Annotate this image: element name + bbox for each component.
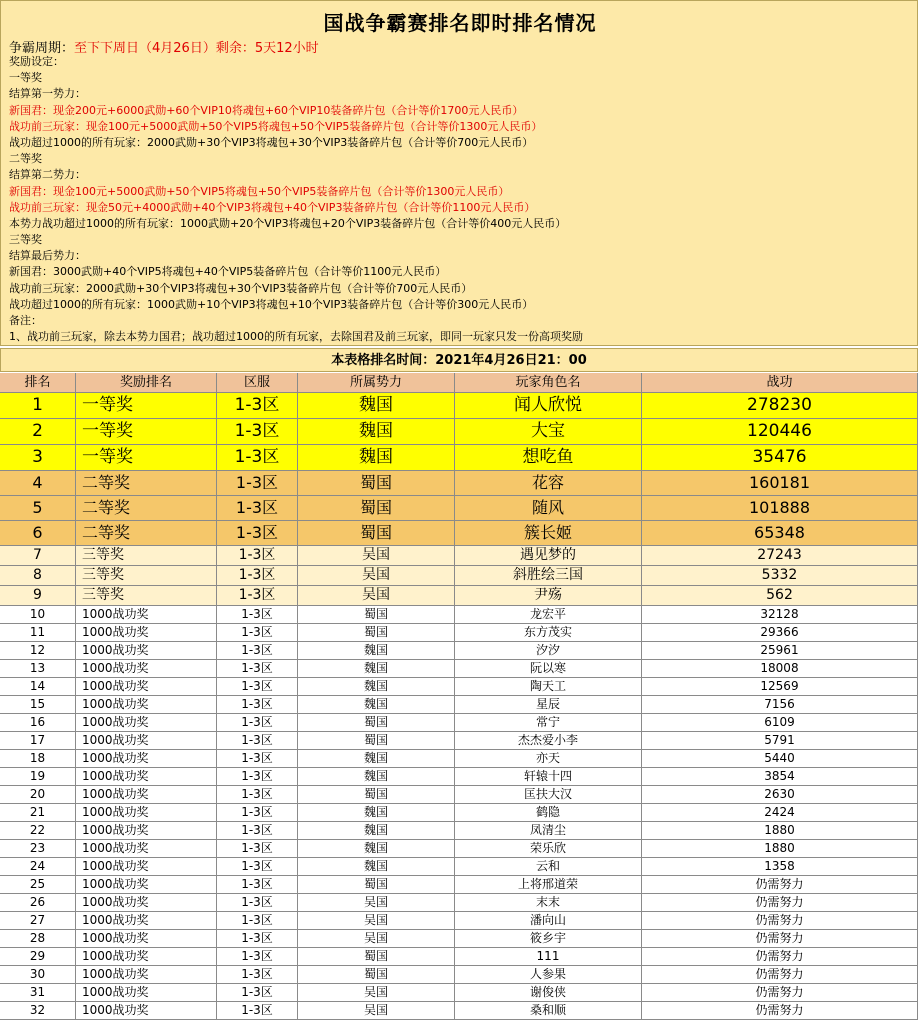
faction-cell: 魏国 (298, 858, 455, 875)
award-cell: 1000战功奖 (76, 894, 217, 911)
faction-cell: 魏国 (298, 822, 455, 839)
table-row (0, 642, 918, 660)
server-cell: 1-3区 (217, 1002, 298, 1019)
player-name-cell: 111 (455, 948, 642, 965)
award-cell: 1000战功奖 (76, 966, 217, 983)
server-cell: 1-3区 (217, 445, 298, 470)
table-row (0, 930, 918, 948)
faction-cell: 蜀国 (298, 948, 455, 965)
award-cell: 1000战功奖 (76, 714, 217, 731)
merit-cell: 65348 (642, 521, 918, 545)
rank-cell: 30 (0, 966, 76, 983)
award-cell: 1000战功奖 (76, 750, 217, 767)
award-cell: 一等奖 (76, 393, 217, 418)
award-cell: 1000战功奖 (76, 624, 217, 641)
table-row (0, 566, 918, 586)
faction-cell: 吴国 (298, 930, 455, 947)
player-name-cell: 亦天 (455, 750, 642, 767)
table-row (0, 660, 918, 678)
server-cell: 1-3区 (217, 521, 298, 545)
rule-line: 结算第一势力： (9, 87, 86, 101)
faction-cell: 魏国 (298, 660, 455, 677)
server-cell: 1-3区 (217, 642, 298, 659)
award-cell: 1000战功奖 (76, 858, 217, 875)
server-cell: 1-3区 (217, 419, 298, 444)
rules-panel (0, 0, 918, 346)
table-row (0, 714, 918, 732)
table-row (0, 521, 918, 546)
faction-cell: 吴国 (298, 912, 455, 929)
player-name-cell: 凤清尘 (455, 822, 642, 839)
server-cell: 1-3区 (217, 750, 298, 767)
award-cell: 三等奖 (76, 546, 217, 565)
rules-text (9, 54, 914, 345)
faction-cell: 魏国 (298, 419, 455, 444)
rule-line: 新国君：3000武勋+40个VIP5将魂包+40个VIP5装备碎片包（合计等价1100元人民币） (9, 265, 447, 279)
merit-cell: 1880 (642, 840, 918, 857)
merit-cell: 3854 (642, 768, 918, 785)
player-name-cell: 阮以寒 (455, 660, 642, 677)
server-cell: 1-3区 (217, 471, 298, 495)
server-cell: 1-3区 (217, 586, 298, 605)
player-name-cell: 随风 (455, 496, 642, 520)
award-cell: 1000战功奖 (76, 984, 217, 1001)
player-name-cell: 大宝 (455, 419, 642, 444)
rule-line: 战功前三玩家：现金50元+4000武勋+40个VIP3将魂包+40个VIP3装备碎片包（合计等价1100元人民币） (9, 200, 536, 214)
faction-cell: 蜀国 (298, 496, 455, 520)
faction-cell: 蜀国 (298, 606, 455, 623)
table-row (0, 419, 918, 445)
rank-cell: 21 (0, 804, 76, 821)
rule-line: 新国君：现金100元+5000武勋+50个VIP5将魂包+50个VIP5装备碎片包（合计等价1300元人民币） (9, 184, 510, 198)
merit-cell: 27243 (642, 546, 918, 565)
merit-cell: 25961 (642, 642, 918, 659)
table-row (0, 696, 918, 714)
server-cell: 1-3区 (217, 786, 298, 803)
merit-cell: 160181 (642, 471, 918, 495)
rule-line: 奖励设定： (9, 55, 64, 68)
rank-cell: 28 (0, 930, 76, 947)
table-row (0, 822, 918, 840)
server-cell: 1-3区 (217, 732, 298, 749)
player-name-cell: 潘向山 (455, 912, 642, 929)
player-name-cell: 尹殇 (455, 586, 642, 605)
rank-cell: 17 (0, 732, 76, 749)
rank-cell: 15 (0, 696, 76, 713)
rank-cell: 8 (0, 566, 76, 585)
table-row (0, 1002, 918, 1020)
award-cell: 一等奖 (76, 419, 217, 444)
player-name-cell: 汐汐 (455, 642, 642, 659)
table-row (0, 606, 918, 624)
server-cell: 1-3区 (217, 894, 298, 911)
merit-cell: 6109 (642, 714, 918, 731)
award-cell: 一等奖 (76, 445, 217, 470)
table-row (0, 966, 918, 984)
merit-cell: 5791 (642, 732, 918, 749)
server-cell: 1-3区 (217, 606, 298, 623)
server-cell: 1-3区 (217, 984, 298, 1001)
faction-cell: 魏国 (298, 804, 455, 821)
faction-cell: 蜀国 (298, 714, 455, 731)
award-cell: 1000战功奖 (76, 660, 217, 677)
rank-cell: 22 (0, 822, 76, 839)
rank-cell: 7 (0, 546, 76, 565)
table-row (0, 624, 918, 642)
faction-cell: 吴国 (298, 894, 455, 911)
server-cell: 1-3区 (217, 858, 298, 875)
table-row (0, 546, 918, 566)
server-cell: 1-3区 (217, 546, 298, 565)
faction-cell: 蜀国 (298, 624, 455, 641)
rank-cell: 18 (0, 750, 76, 767)
server-cell: 1-3区 (217, 822, 298, 839)
faction-cell: 魏国 (298, 750, 455, 767)
period-label: 争霸周期： (9, 41, 75, 56)
faction-cell: 魏国 (298, 696, 455, 713)
faction-cell: 蜀国 (298, 876, 455, 893)
player-name-cell: 遇见梦的 (455, 546, 642, 565)
server-cell: 1-3区 (217, 678, 298, 695)
server-cell: 1-3区 (217, 948, 298, 965)
server-cell: 1-3区 (217, 930, 298, 947)
award-cell: 1000战功奖 (76, 696, 217, 713)
award-cell: 二等奖 (76, 496, 217, 520)
server-cell: 1-3区 (217, 912, 298, 929)
award-cell: 二等奖 (76, 471, 217, 495)
merit-cell: 12569 (642, 678, 918, 695)
player-name-cell: 陶天工 (455, 678, 642, 695)
rule-line: 三等奖 (9, 233, 42, 247)
player-name-cell: 杰杰爱小李 (455, 732, 642, 749)
merit-cell: 仍需努力 (642, 1002, 918, 1019)
table-body (0, 393, 918, 1020)
award-cell: 1000战功奖 (76, 930, 217, 947)
rule-line: 结算第二势力： (9, 168, 86, 182)
rule-line: 战功前三玩家：现金100元+5000武勋+50个VIP5将魂包+50个VIP5装备碎片包（合计等价1300元人民币） (9, 119, 543, 133)
rank-cell: 14 (0, 678, 76, 695)
player-name-cell: 人参果 (455, 966, 642, 983)
player-name-cell: 末末 (455, 894, 642, 911)
faction-cell: 吴国 (298, 546, 455, 565)
rule-line: 战功超过1000的所有玩家：2000武勋+30个VIP3将魂包+30个VIP3装备碎片包（合计等价700元人民币） (9, 135, 534, 149)
award-cell: 1000战功奖 (76, 768, 217, 785)
award-cell: 1000战功奖 (76, 732, 217, 749)
rule-line: 备注： (9, 314, 42, 327)
rank-cell: 3 (0, 445, 76, 470)
award-cell: 1000战功奖 (76, 804, 217, 821)
player-name-cell: 荣乐欣 (455, 840, 642, 857)
server-cell: 1-3区 (217, 660, 298, 677)
faction-cell: 吴国 (298, 566, 455, 585)
table-row (0, 496, 918, 521)
table-row (0, 786, 918, 804)
table-row (0, 586, 918, 606)
player-name-cell: 想吃鱼 (455, 445, 642, 470)
merit-cell: 仍需努力 (642, 894, 918, 911)
page-title: 国战争霸赛排名即时排名情况 (323, 11, 597, 35)
faction-cell: 魏国 (298, 768, 455, 785)
merit-cell: 18008 (642, 660, 918, 677)
merit-cell: 278230 (642, 393, 918, 418)
server-cell: 1-3区 (217, 393, 298, 418)
col-header-merit: 战功 (642, 373, 918, 392)
table-row (0, 393, 918, 419)
merit-cell: 1880 (642, 822, 918, 839)
table-row (0, 445, 918, 471)
rank-cell: 29 (0, 948, 76, 965)
player-name-cell: 轩辕十四 (455, 768, 642, 785)
merit-cell: 2630 (642, 786, 918, 803)
rank-cell: 6 (0, 521, 76, 545)
player-name-cell: 闻人欣悦 (455, 393, 642, 418)
rank-cell: 19 (0, 768, 76, 785)
player-name-cell: 筱乡宇 (455, 930, 642, 947)
rank-cell: 13 (0, 660, 76, 677)
award-cell: 1000战功奖 (76, 786, 217, 803)
rank-cell: 5 (0, 496, 76, 520)
rank-cell: 4 (0, 471, 76, 495)
table-row (0, 732, 918, 750)
merit-cell: 仍需努力 (642, 948, 918, 965)
rank-cell: 11 (0, 624, 76, 641)
table-row (0, 768, 918, 786)
merit-cell: 101888 (642, 496, 918, 520)
merit-cell: 120446 (642, 419, 918, 444)
table-row (0, 678, 918, 696)
rank-cell: 2 (0, 419, 76, 444)
faction-cell: 魏国 (298, 678, 455, 695)
faction-cell: 魏国 (298, 840, 455, 857)
table-header-row (0, 373, 918, 393)
merit-cell: 32128 (642, 606, 918, 623)
rank-cell: 16 (0, 714, 76, 731)
award-cell: 1000战功奖 (76, 642, 217, 659)
award-cell: 1000战功奖 (76, 678, 217, 695)
player-name-cell: 龙宏平 (455, 606, 642, 623)
merit-cell: 仍需努力 (642, 984, 918, 1001)
table-row (0, 984, 918, 1002)
player-name-cell: 上将邢道荣 (455, 876, 642, 893)
player-name-cell: 匡扶大汉 (455, 786, 642, 803)
faction-cell: 吴国 (298, 586, 455, 605)
faction-cell: 吴国 (298, 1002, 455, 1019)
faction-cell: 蜀国 (298, 966, 455, 983)
award-cell: 1000战功奖 (76, 840, 217, 857)
rank-cell: 27 (0, 912, 76, 929)
merit-cell: 仍需努力 (642, 876, 918, 893)
table-row (0, 948, 918, 966)
rank-cell: 10 (0, 606, 76, 623)
award-cell: 1000战功奖 (76, 912, 217, 929)
table-row (0, 912, 918, 930)
server-cell: 1-3区 (217, 804, 298, 821)
merit-cell: 5332 (642, 566, 918, 585)
col-header-server: 区服 (217, 373, 298, 392)
player-name-cell: 簇长姬 (455, 521, 642, 545)
table-row (0, 840, 918, 858)
merit-cell: 562 (642, 586, 918, 605)
table-row (0, 858, 918, 876)
rule-line: 二等奖 (9, 152, 42, 166)
award-cell: 1000战功奖 (76, 1002, 217, 1019)
faction-cell: 蜀国 (298, 732, 455, 749)
faction-cell: 魏国 (298, 393, 455, 418)
player-name-cell: 谢俊侠 (455, 984, 642, 1001)
player-name-cell: 斜胜绘三国 (455, 566, 642, 585)
player-name-cell: 桑和顺 (455, 1002, 642, 1019)
rank-cell: 24 (0, 858, 76, 875)
rule-line: 本势力战功超过1000的所有玩家：1000武勋+20个VIP3将魂包+20个VIP3装备碎片包（合计等价400元人民币） (9, 216, 567, 230)
col-header-rank: 排名 (0, 373, 76, 392)
ranking-table (0, 373, 918, 1020)
rank-cell: 12 (0, 642, 76, 659)
col-header-award: 奖励排名 (76, 373, 217, 392)
merit-cell: 仍需努力 (642, 930, 918, 947)
server-cell: 1-3区 (217, 624, 298, 641)
award-cell: 三等奖 (76, 586, 217, 605)
table-row (0, 894, 918, 912)
award-cell: 1000战功奖 (76, 822, 217, 839)
table-row (0, 750, 918, 768)
merit-cell: 2424 (642, 804, 918, 821)
player-name-cell: 常宁 (455, 714, 642, 731)
rule-line: 新国君：现金200元+6000武勋+60个VIP10将魂包+60个VIP10装备碎片包（合计等价1700元人民币） (9, 103, 524, 117)
merit-cell: 7156 (642, 696, 918, 713)
server-cell: 1-3区 (217, 696, 298, 713)
award-cell: 二等奖 (76, 521, 217, 545)
rule-line: 1、战功前三玩家，除去本势力国君；战功超过1000的所有玩家，去除国君及前三玩家，即同一玩家只发一份高项奖励 (9, 330, 583, 344)
server-cell: 1-3区 (217, 840, 298, 857)
player-name-cell: 东方茂实 (455, 624, 642, 641)
merit-cell: 35476 (642, 445, 918, 470)
player-name-cell: 鹤隐 (455, 804, 642, 821)
rank-cell: 20 (0, 786, 76, 803)
rank-cell: 1 (0, 393, 76, 418)
award-cell: 1000战功奖 (76, 948, 217, 965)
server-cell: 1-3区 (217, 714, 298, 731)
col-header-faction: 所属势力 (298, 373, 455, 392)
server-cell: 1-3区 (217, 768, 298, 785)
rank-time-banner: 本表格排名时间：2021年4月26日21：00 (0, 348, 918, 372)
award-cell: 1000战功奖 (76, 876, 217, 893)
server-cell: 1-3区 (217, 566, 298, 585)
merit-cell: 5440 (642, 750, 918, 767)
table-row (0, 471, 918, 496)
period-value: 至下下周日（4月26日）剩余：5天12小时 (74, 41, 319, 56)
server-cell: 1-3区 (217, 496, 298, 520)
rank-cell: 32 (0, 1002, 76, 1019)
server-cell: 1-3区 (217, 966, 298, 983)
rank-cell: 23 (0, 840, 76, 857)
rank-cell: 26 (0, 894, 76, 911)
merit-cell: 1358 (642, 858, 918, 875)
rule-line: 一等奖 (9, 71, 42, 85)
rank-cell: 25 (0, 876, 76, 893)
faction-cell: 蜀国 (298, 786, 455, 803)
faction-cell: 魏国 (298, 642, 455, 659)
faction-cell: 蜀国 (298, 471, 455, 495)
table-row (0, 804, 918, 822)
faction-cell: 吴国 (298, 984, 455, 1001)
faction-cell: 魏国 (298, 445, 455, 470)
faction-cell: 蜀国 (298, 521, 455, 545)
col-header-player: 玩家角色名 (455, 373, 642, 392)
table-row (0, 876, 918, 894)
award-cell: 1000战功奖 (76, 606, 217, 623)
merit-cell: 仍需努力 (642, 912, 918, 929)
award-cell: 三等奖 (76, 566, 217, 585)
rule-line: 战功前三玩家：2000武勋+30个VIP3将魂包+30个VIP3装备碎片包（合计等价700元人民币） (9, 281, 473, 295)
merit-cell: 29366 (642, 624, 918, 641)
rank-cell: 9 (0, 586, 76, 605)
merit-cell: 仍需努力 (642, 966, 918, 983)
player-name-cell: 云和 (455, 858, 642, 875)
player-name-cell: 星辰 (455, 696, 642, 713)
rule-line: 战功超过1000的所有玩家：1000武勋+10个VIP3将魂包+10个VIP3装备碎片包（合计等价300元人民币） (9, 297, 534, 311)
rank-cell: 31 (0, 984, 76, 1001)
server-cell: 1-3区 (217, 876, 298, 893)
player-name-cell: 花容 (455, 471, 642, 495)
rule-line: 结算最后势力： (9, 249, 86, 263)
